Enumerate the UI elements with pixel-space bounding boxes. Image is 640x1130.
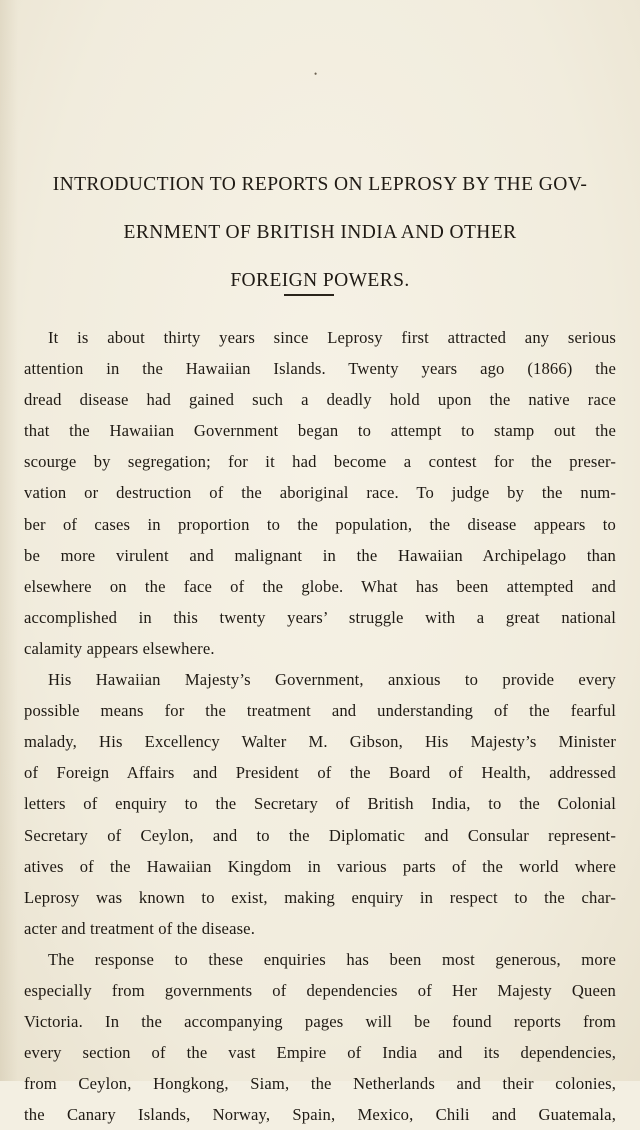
text-line: ber of cases in proportion to the population, the disease appears to	[24, 514, 616, 534]
text-line: possible means for the treatment and understanding of the fearful	[24, 701, 616, 721]
text-line: the Canary Islands, Norway, Spain, Mexico, Chili and Guatemala,	[24, 1105, 616, 1125]
text-line: be more virulent and malignant in the Hawaiian Archipelago than	[24, 545, 616, 565]
text-line: Secretary of Ceylon, and to the Diplomatic and Consular represent-	[24, 825, 616, 845]
text-line: atives of the Hawaiian Kingdom in various parts of the world where	[24, 856, 616, 876]
text-line: of Foreign Affairs and President of the Board of Health, addressed	[24, 763, 616, 783]
text-line: Leprosy was known to exist, making enquiry in respect to the char-	[24, 887, 616, 907]
paragraph-3	[24, 944, 616, 1130]
text-line: calamity appears elsewhere.	[24, 638, 215, 658]
title-line: FOREIGN POWERS.	[230, 270, 410, 292]
title-line: INTRODUCTION TO REPORTS ON LEPROSY BY THE GOV-	[52, 174, 588, 196]
text-line: dread disease had gained such a deadly hold upon the native race	[24, 390, 616, 410]
text-line: accomplished in this twenty years’ struggle with a great national	[24, 607, 616, 627]
text-line: vation or destruction of the aboriginal race. To judge by the num-	[24, 483, 616, 503]
text-line: The response to these enquiries has been most generous, more	[48, 949, 616, 969]
text-line: letters of enquiry to the Secretary of British India, to the Colonial	[24, 794, 616, 814]
paragraph-2	[24, 664, 616, 944]
document-title	[24, 161, 616, 305]
text-line: attention in the Hawaiian Islands. Twenty years ago (1866) the	[24, 359, 616, 379]
text-line: especially from governments of dependencies of Her Majesty Queen	[24, 980, 616, 1000]
text-line: that the Hawaiian Government began to attempt to stamp out the	[24, 421, 616, 441]
text-line: His Hawaiian Majesty’s Government, anxious to provide every	[48, 670, 616, 690]
text-line: Victoria. In the accompanying pages will be found reports from	[24, 1012, 616, 1032]
body-text	[24, 322, 616, 1130]
text-line: It is about thirty years since Leprosy first attracted any serious	[48, 328, 616, 347]
title-divider	[284, 294, 334, 296]
text-line: elsewhere on the face of the globe. What has been attempted and	[24, 576, 616, 596]
text-line: malady, His Excellency Walter M. Gibson, His Majesty’s Minister	[24, 732, 616, 752]
text-line: scourge by segregation; for it had become a contest for the preser-	[24, 452, 616, 472]
text-line: every section of the vast Empire of India and its dependencies,	[24, 1043, 616, 1063]
text-line: acter and treatment of the disease.	[24, 918, 255, 938]
page-mark: •	[314, 69, 318, 79]
title-line: ERNMENT OF BRITISH INDIA AND OTHER	[123, 222, 517, 244]
paragraph-1	[24, 322, 616, 664]
text-line: from Ceylon, Hongkong, Siam, the Netherlands and their colonies,	[24, 1074, 616, 1094]
